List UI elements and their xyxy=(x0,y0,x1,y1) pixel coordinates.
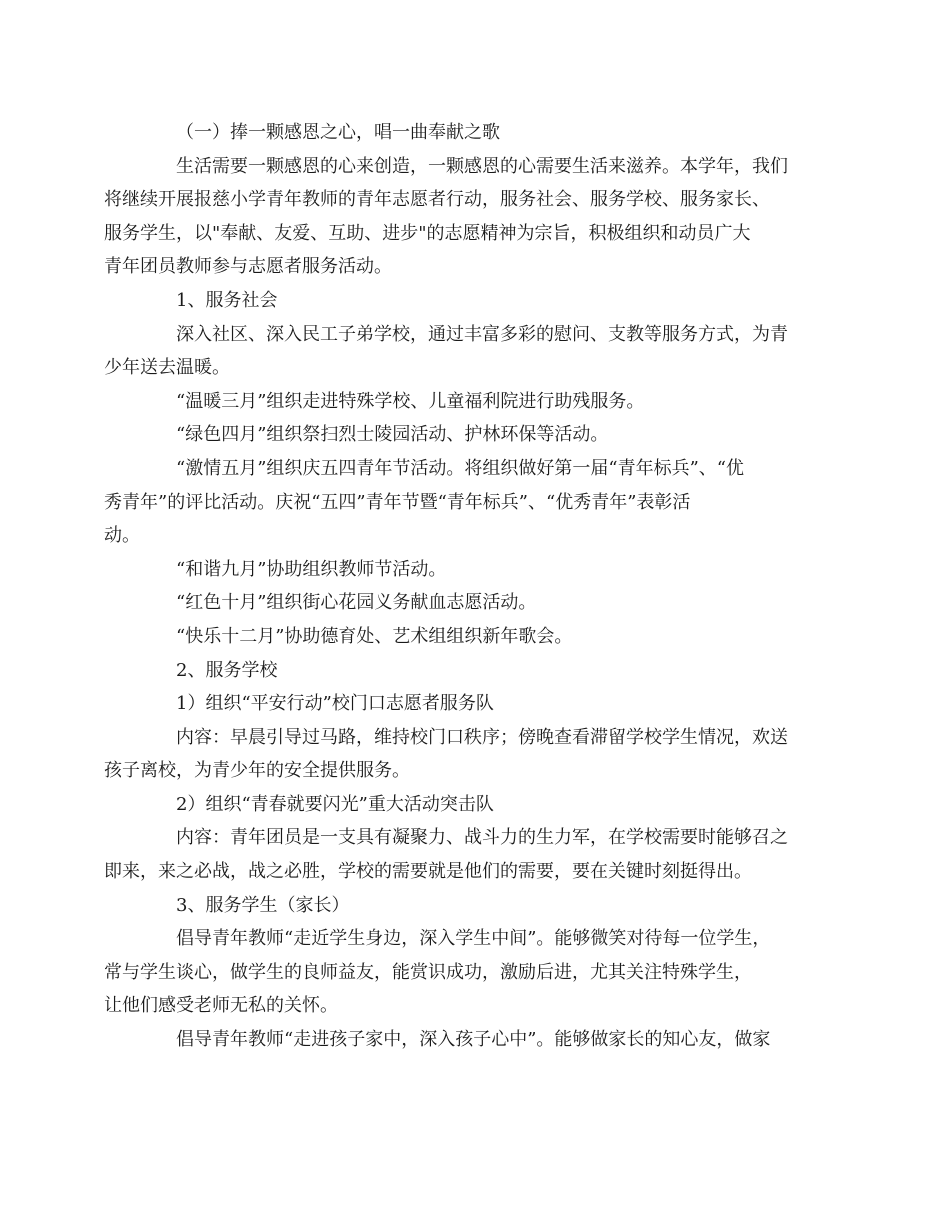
document-paragraph xyxy=(104,721,820,788)
paragraph-line: 生活需要一颗感恩的心来创造，一颗感恩的心需要生活来滋养。本学年，我们 xyxy=(176,155,788,177)
paragraph-line: 倡导青年教师“走进孩子家中，深入孩子心中”。能够做家长的知心友，做家 xyxy=(176,1029,771,1051)
paragraph-line: 内容：青年团员是一支具有凝聚力、战斗力的生力军，在学校需要时能够召之 xyxy=(176,827,788,849)
paragraph-line: 服务学生，以"奉献、友爱、互助、进步"的志愿精神为宗旨，积极组织和动员广大 xyxy=(104,222,751,244)
paragraph-line: 让他们感受老师无私的关怀。 xyxy=(104,995,338,1017)
document-paragraph xyxy=(140,687,820,721)
document-paragraph xyxy=(140,654,820,688)
paragraph-line: 2、服务学校 xyxy=(176,659,278,681)
paragraph-line: 孩子离校，为青少年的安全提供服务。 xyxy=(104,760,410,782)
paragraph-line: “和谐九月”协助组织教师节活动。 xyxy=(176,558,447,580)
document-paragraph xyxy=(104,922,820,1023)
paragraph-line: 1）组织“平安行动”校门口志愿者服务队 xyxy=(176,693,494,715)
paragraph-line: （一）捧一颗感恩之心，唱一曲奉献之歌 xyxy=(176,122,500,143)
paragraph-line: 即来，来之必战，战之必胜，学校的需要就是他们的需要，要在关键时刻挺得出。 xyxy=(104,861,752,883)
document-paragraph xyxy=(104,452,820,553)
paragraph-line: 深入社区、深入民工子弟学校，通过丰富多彩的慰问、支教等服务方式，为青 xyxy=(176,323,788,345)
paragraph-line: 青年团员教师参与志愿者服务活动。 xyxy=(104,256,392,278)
paragraph-line: 将继续开展报慈小学青年教师的青年志愿者行动，服务社会、服务学校、服务家长、 xyxy=(104,189,770,211)
paragraph-line: 3、服务学生（家长） xyxy=(176,894,350,916)
document-paragraph xyxy=(140,385,820,419)
paragraph-line: 少年送去温暖。 xyxy=(104,357,230,379)
document-paragraph xyxy=(140,116,820,150)
document-paragraph xyxy=(104,150,820,284)
document-paragraph xyxy=(104,318,820,385)
paragraph-line: 内容：早晨引导过马路，维持校门口秩序；傍晚查看滞留学校学生情况，欢送 xyxy=(176,726,788,748)
paragraph-line: 2）组织“青春就要闪光”重大活动突击队 xyxy=(176,793,494,815)
document-paragraph xyxy=(140,788,820,822)
paragraph-line: “温暖三月”组织走进特殊学校、儿童福利院进行助残服务。 xyxy=(176,390,645,412)
document-paragraph xyxy=(140,418,820,452)
document-paragraph xyxy=(140,1023,820,1057)
document-paragraph xyxy=(140,284,820,318)
paragraph-line: “红色十月”组织街心花园义务献血志愿活动。 xyxy=(176,592,537,614)
paragraph-line: 动。 xyxy=(104,525,140,547)
document-paragraph xyxy=(104,821,820,888)
document-paragraph xyxy=(140,586,820,620)
paragraph-line: 秀青年”的评比活动。庆祝“五四”青年节暨“青年标兵”、“优秀青年”表彰活 xyxy=(104,491,691,513)
paragraph-line: 1、服务社会 xyxy=(176,289,278,311)
paragraph-line: “激情五月”组织庆五四青年节活动。将组织做好第一届“青年标兵”、“优 xyxy=(176,457,745,479)
paragraph-line: “绿色四月”组织祭扫烈士陵园活动、护林环保等活动。 xyxy=(176,424,609,446)
document-paragraph xyxy=(140,889,820,923)
paragraph-line: “快乐十二月”协助德育处、艺术组组织新年歌会。 xyxy=(176,625,573,647)
document-paragraph xyxy=(140,553,820,587)
paragraph-line: 常与学生谈心，做学生的良师益友，能赏识成功，激励后进，尤其关注特殊学生， xyxy=(104,961,752,983)
paragraph-line: 倡导青年教师“走近学生身边，深入学生中间”。能够微笑对待每一位学生， xyxy=(176,928,771,950)
document-paragraph xyxy=(140,620,820,654)
document-body xyxy=(104,116,820,1057)
